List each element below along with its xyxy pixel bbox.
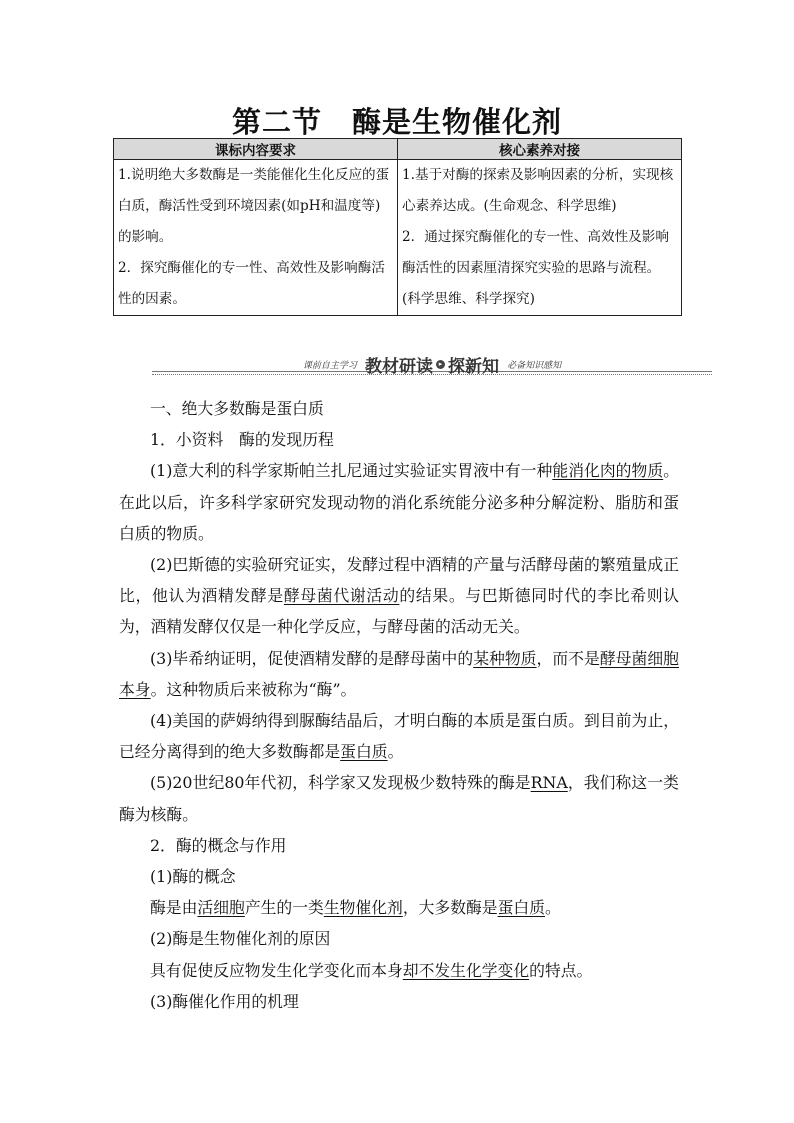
key-term: 却不发生化学变化 (402, 960, 530, 980)
title-section-number: 第二节 (231, 105, 322, 139)
paragraph-1: (1)意大利的科学家斯帕兰扎尼通过实验证实胃液中有一种能消化肉的物质。在此以后，许多科学家研究发现动物的消化系统能分泌多种分解淀粉、脂肪和蛋白质的物质。 (119, 461, 679, 543)
key-term: 蛋白质 (497, 898, 546, 918)
banner-left-label: 课前自主学习 (302, 361, 357, 371)
concept-title: (1)酶的概念 (150, 867, 236, 887)
banner-right-label: 必备知识感知 (507, 361, 562, 371)
section-heading: 一、绝大多数酶是蛋白质 (150, 399, 324, 418)
paragraph-4: (4)美国的萨姆纳得到脲酶结晶后，才明白酶的本质是蛋白质。到目前为止，已经分离得到的绝大多数酶都是蛋白质。 (119, 711, 679, 762)
literacy-item: 1.基于对酶的探索及影响因素的分析，实现核心素养达成。(生命观念、科学思维) (402, 167, 674, 214)
paragraph-5: (5)20世纪80年代初，科学家又发现极少数特殊的酶是RNA，我们称这一类酶为核酶。 (119, 773, 679, 824)
main-content (119, 393, 679, 1017)
concept-text: 酶是由活细胞产生的一类生物催化剂，大多数酶是蛋白质。 (150, 898, 561, 918)
requirement-item: 2．探究酶催化的专一性、高效性及影响酶活性的因素。 (118, 260, 385, 307)
reason-text: 具有促使反应物发生化学变化而本身却不发生化学变化的特点。 (150, 960, 593, 980)
title-text: 酶是生物催化剂 (352, 105, 563, 139)
paragraph-2: (2)巴斯德的实验研究证实，发酵过程中酒精的产量与活酵母菌的繁殖量成正比，他认为酒精发酵是酵母菌代谢活动的结果。与巴斯德同时代的李比希则认为，酒精发酵仅仅是一种化学反应，与酵母菌的活动无关。 (119, 555, 679, 637)
paragraph-3: (3)毕希纳证明，促使酒精发酵的是酵母菌中的某种物质，而不是酵母菌细胞本身。这种物质后来被称为“酶”。 (119, 648, 679, 699)
literacy-cell (398, 160, 682, 316)
key-term: 生物催化剂 (323, 898, 403, 918)
section-banner (152, 352, 712, 377)
requirement-item: 1.说明绝大多数酶是一类能催化生化反应的蛋白质，酶活性受到环境因素(如pH和温度等)的影响。 (118, 167, 390, 245)
table-header-requirements: 课标内容要求 (114, 139, 398, 160)
subheading-discovery: 1．小资料 酶的发现历程 (150, 430, 334, 450)
key-term: 活细胞 (197, 898, 245, 918)
key-term: 能消化肉的物质 (552, 461, 664, 481)
banner-main-label-1: 教材研读 (365, 357, 433, 377)
arrow-circle-icon: ▸ (436, 360, 445, 369)
mechanism-title: (3)酶催化作用的机理 (150, 991, 299, 1011)
key-term: RNA (530, 773, 568, 793)
table-header-literacy: 核心素养对接 (398, 139, 682, 160)
key-term: 酵母菌细胞本身 (119, 648, 679, 699)
curriculum-standards-table (113, 138, 682, 316)
subheading-concept: 2．酶的概念与作用 (150, 835, 287, 855)
literacy-item: 2．通过探究酶催化的专一性、高效性及影响酶活性的因素厘清探究实验的思路与流程。(科学思维、科学探究) (402, 229, 669, 307)
banner-main-label-2: 探新知 (448, 357, 499, 377)
key-term: 蛋白质 (340, 742, 388, 762)
key-term: 某种物质 (473, 648, 537, 668)
key-term: 酵母菌代谢活动 (283, 586, 400, 606)
page-title (0, 100, 794, 141)
requirements-cell (114, 160, 398, 316)
reason-title: (2)酶是生物催化剂的原因 (150, 929, 331, 949)
